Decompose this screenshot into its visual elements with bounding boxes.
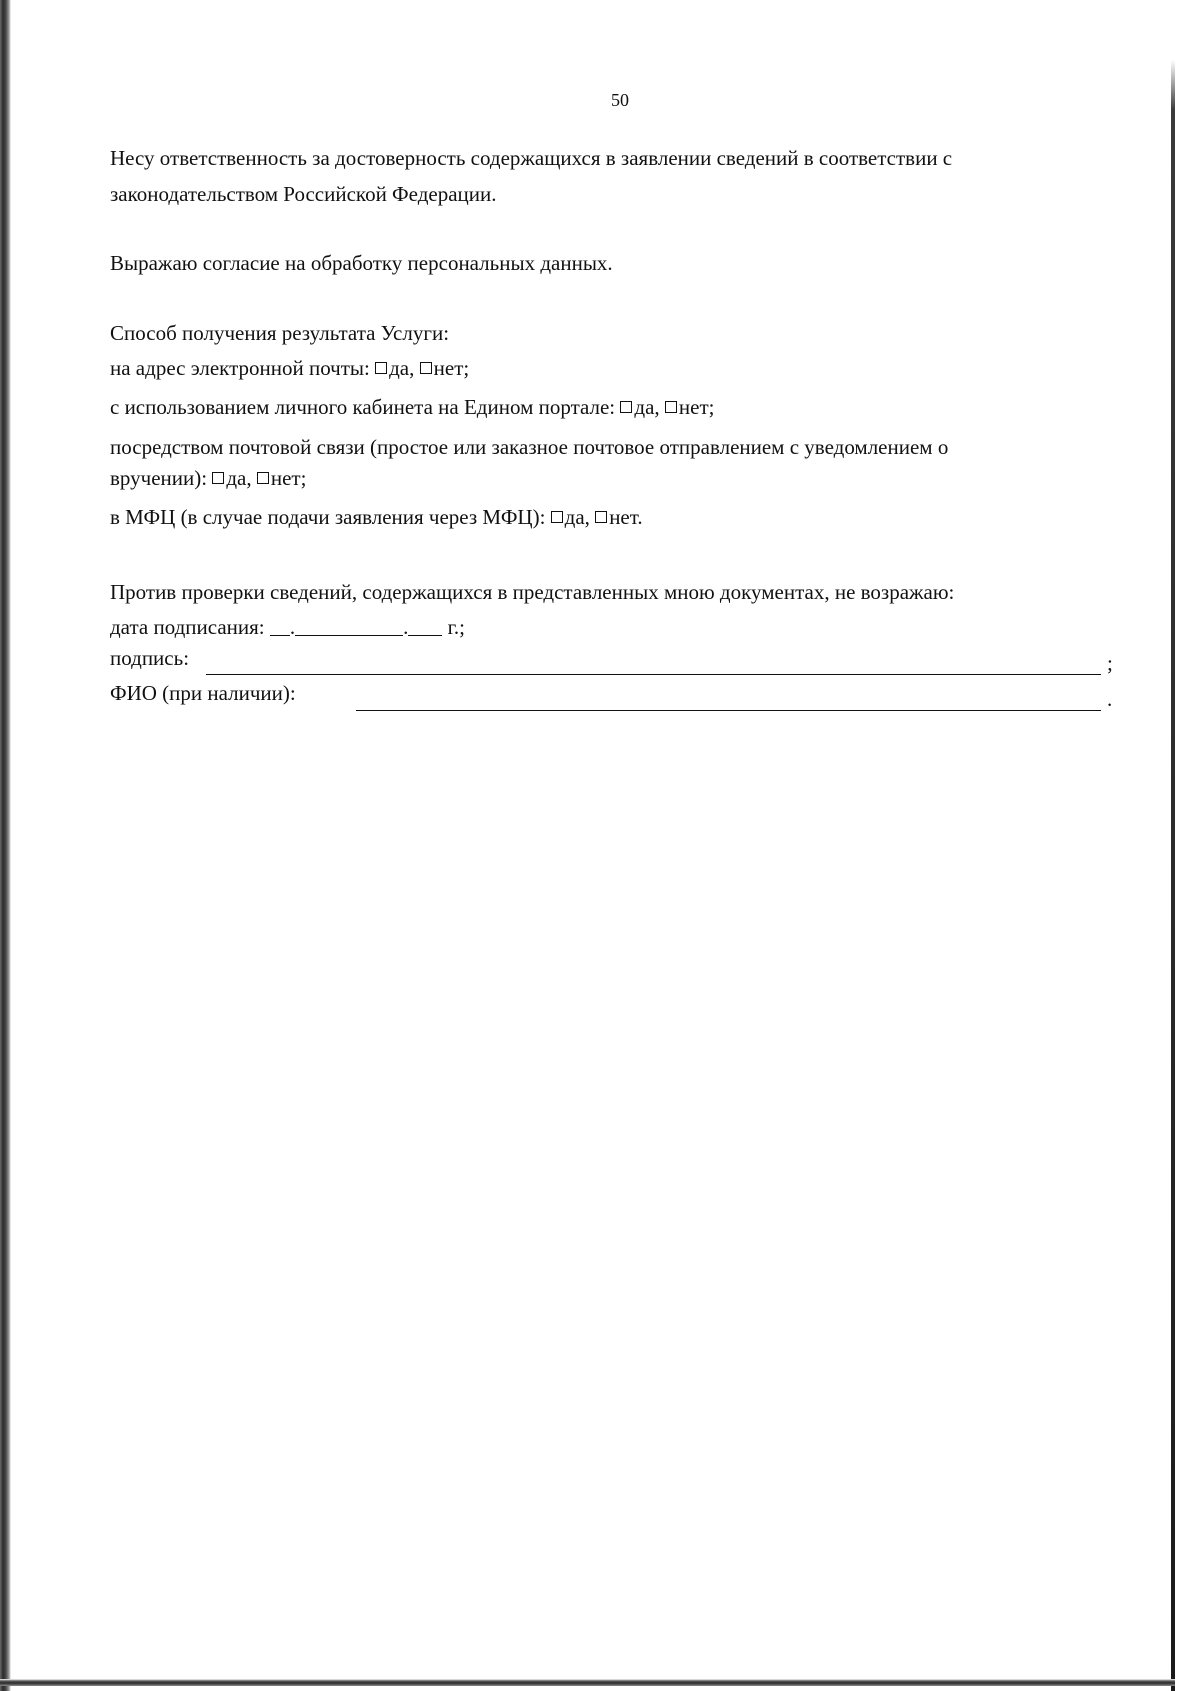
scan-edge-left bbox=[0, 0, 11, 1691]
fio-end: . bbox=[1107, 687, 1113, 711]
date-label: дата подписания: bbox=[110, 615, 265, 639]
delivery-option-email bbox=[110, 354, 469, 382]
post-label-line-1: посредством почтовой связи (простое или заказное почтовое отправлением с уведомлением о bbox=[110, 435, 949, 459]
date-day-field[interactable] bbox=[270, 617, 290, 636]
no-label: нет; bbox=[270, 466, 307, 490]
post-no-checkbox[interactable] bbox=[257, 472, 269, 484]
no-label: нет; bbox=[433, 356, 470, 380]
yes-label: да, bbox=[389, 356, 415, 380]
post-yes-checkbox[interactable] bbox=[212, 472, 224, 484]
delivery-heading: Способ получения результата Услуги: bbox=[110, 321, 450, 345]
page-number: 50 bbox=[611, 90, 629, 110]
mfc-yes-checkbox[interactable] bbox=[551, 511, 563, 523]
no-label: нет; bbox=[678, 395, 715, 419]
portal-no-checkbox[interactable] bbox=[665, 401, 677, 413]
mfc-label: в МФЦ (в случае подачи заявления через МФЦ): bbox=[110, 505, 546, 529]
email-label: на адрес электронной почты: bbox=[110, 356, 370, 380]
verification-statement: Против проверки сведений, содержащихся в представленных мною документах, не возражаю: bbox=[110, 580, 955, 604]
delivery-option-post bbox=[110, 464, 306, 492]
signature-end: ; bbox=[1107, 651, 1113, 675]
responsibility-line-2: законодательством Российской Федерации. bbox=[110, 182, 497, 206]
scan-edge-right bbox=[1171, 0, 1175, 1691]
fio-label: ФИО (при наличии): bbox=[110, 681, 296, 705]
responsibility-line-1: Несу ответственность за достоверность содержащихся в заявлении сведений в соответствии с bbox=[110, 146, 953, 170]
signature-label: подпись: bbox=[110, 646, 190, 670]
consent-text: Выражаю согласие на обработку персональных данных. bbox=[110, 251, 613, 275]
scan-edge-bottom bbox=[0, 1679, 1175, 1686]
mfc-no-checkbox[interactable] bbox=[595, 511, 607, 523]
yes-label: да, bbox=[226, 466, 252, 490]
delivery-option-mfc bbox=[110, 503, 643, 531]
date-month-field[interactable] bbox=[295, 617, 403, 636]
date-year-field[interactable] bbox=[408, 617, 442, 636]
date-separator: . bbox=[403, 615, 409, 639]
delivery-option-portal bbox=[110, 393, 714, 421]
yes-label: да, bbox=[564, 505, 590, 529]
email-no-checkbox[interactable] bbox=[420, 362, 432, 374]
yes-label: да, bbox=[634, 395, 660, 419]
year-suffix: г.; bbox=[447, 615, 465, 639]
portal-yes-checkbox[interactable] bbox=[620, 401, 632, 413]
no-label: нет. bbox=[609, 505, 643, 529]
date-separator: . bbox=[289, 615, 296, 639]
post-label-line-2: вручении): bbox=[110, 466, 208, 490]
signing-date-row bbox=[110, 613, 465, 641]
portal-label: с использованием личного кабинета на Едином портале: bbox=[110, 395, 616, 419]
email-yes-checkbox[interactable] bbox=[375, 362, 387, 374]
fio-field[interactable] bbox=[356, 710, 1101, 711]
signature-field[interactable] bbox=[206, 674, 1101, 675]
